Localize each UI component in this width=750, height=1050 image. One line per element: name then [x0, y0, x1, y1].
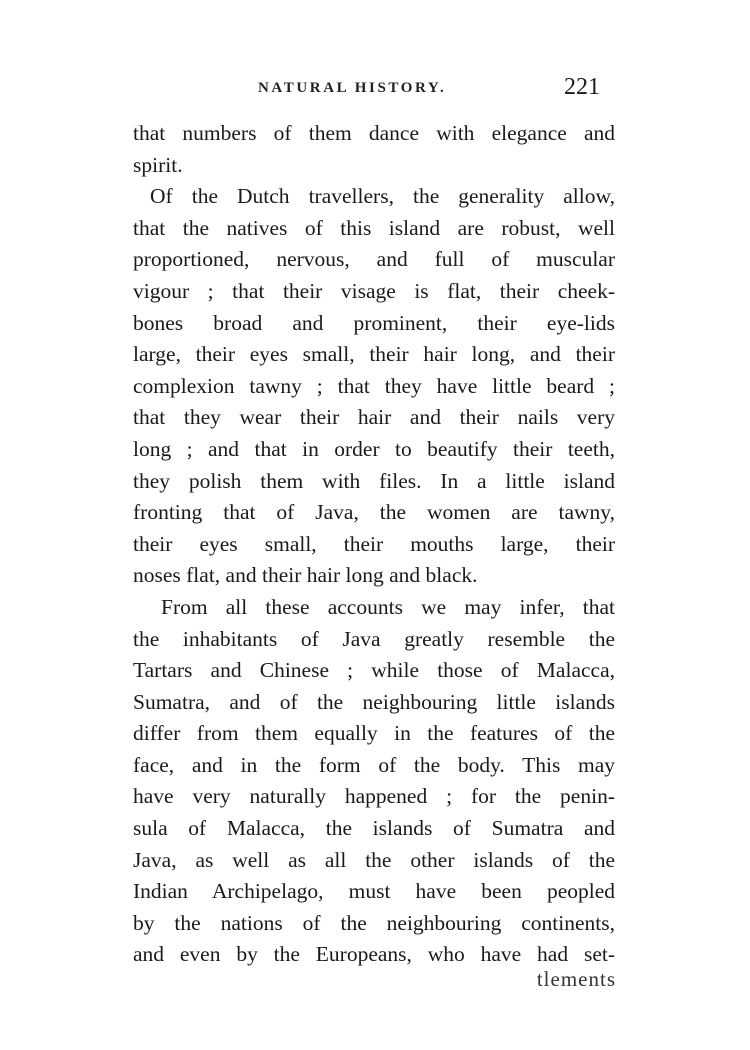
text-line: that numbers of them dance with elegance and: [133, 121, 615, 145]
text-line: sula of Malacca, the islands of Sumatra and: [133, 816, 615, 841]
text-line: proportioned, nervous, and full of muscular: [133, 247, 615, 272]
text-line: by the nations of the neighbouring continents,: [133, 910, 615, 935]
text-line: their eyes small, their mouths large, their: [133, 531, 615, 556]
text-line: fronting that of Java, the women are tawny,: [133, 500, 615, 525]
running-head: [132, 76, 614, 106]
body-text: [133, 118, 615, 971]
text-line: Tartars and Chinese ; while those of Malacca,: [133, 658, 615, 683]
paragraph-first-line: From all these accounts we may infer, that: [161, 594, 615, 619]
text-line: complexion tawny ; that they have little beard ;: [133, 373, 615, 398]
text-line: vigour ; that their visage is flat, their cheek-: [133, 278, 615, 303]
text-line: face, and in the form of the body. This may: [133, 752, 615, 777]
running-title: NATURAL HISTORY.: [258, 80, 447, 96]
text-line: and even by the Europeans, who have had set-: [133, 942, 615, 967]
text-line: the inhabitants of Java greatly resemble the: [133, 626, 615, 651]
text-line: long ; and that in order to beautify their teeth,: [133, 436, 615, 461]
text-line: that they wear their hair and their nails very: [133, 405, 615, 430]
paragraph-first-line: Of the Dutch travellers, the generality allow,: [150, 184, 615, 209]
text-line: have very naturally happened ; for the penin-: [133, 784, 615, 809]
text-line: that the natives of this island are robust, well: [133, 215, 615, 240]
text-line: differ from them equally in the features of the: [133, 721, 615, 746]
text-line: noses flat, and their hair long and black.: [133, 563, 478, 588]
text-line: bones broad and prominent, their eye-lids: [133, 310, 615, 335]
text-line: they polish them with files. In a little island: [133, 468, 615, 493]
text-line: Java, as well as all the other islands of the: [133, 847, 615, 872]
text-line: spirit.: [133, 152, 183, 177]
text-line: large, their eyes small, their hair long, and their: [133, 342, 615, 367]
page-number: 221: [564, 74, 600, 100]
text-line: Indian Archipelago, must have been peopled: [133, 879, 615, 904]
text-line: Sumatra, and of the neighbouring little islands: [133, 689, 615, 714]
catchword: tlements: [536, 967, 616, 991]
